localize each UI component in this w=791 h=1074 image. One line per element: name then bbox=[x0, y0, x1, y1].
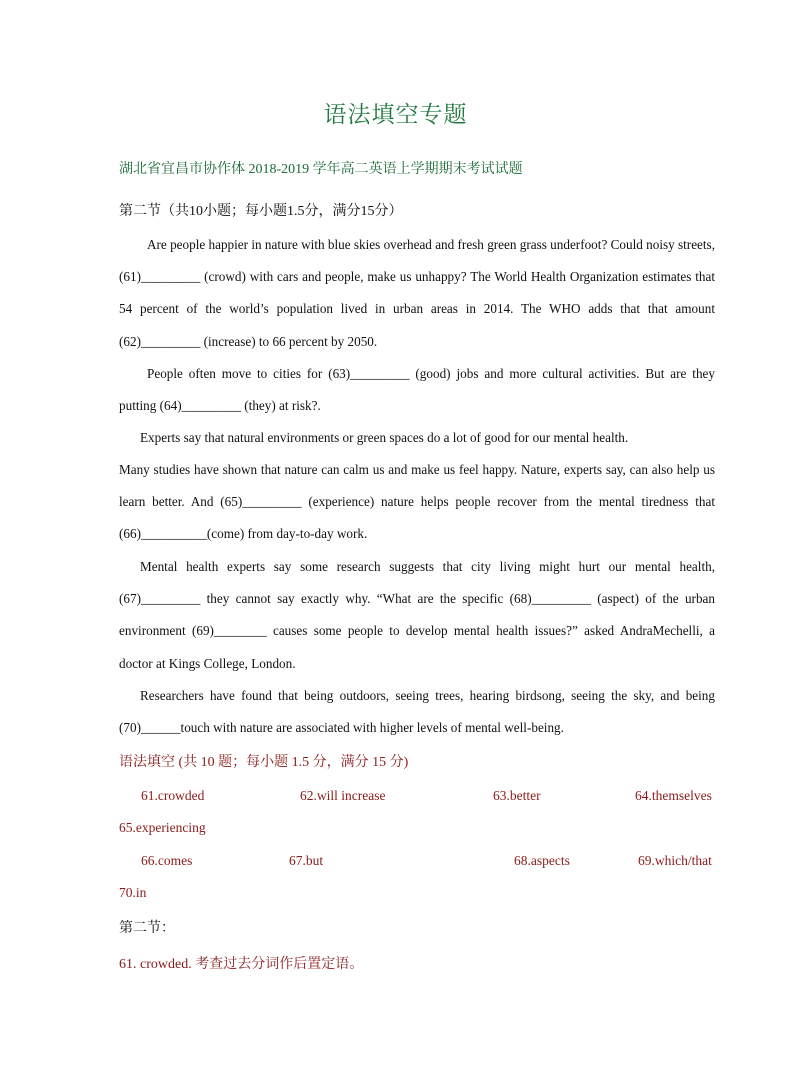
answer-64: 64.themselves bbox=[635, 788, 712, 803]
paragraph-text: Many studies have shown that nature can calm us and make us feel happy. Nature, experts say, can also help us learn better. And (65)_________ (experience) nature helps people recover from the mental tiredness that (66)__________(come) from day-to-day work. bbox=[119, 462, 715, 542]
passage-paragraph-4 bbox=[119, 454, 715, 551]
answer-66: 66.comes bbox=[141, 853, 193, 868]
passage-paragraph-1 bbox=[119, 229, 715, 358]
document-subtitle: 湖北省宜昌市协作体 2018-2019 学年高二英语上学期期末考试试题 bbox=[119, 162, 523, 177]
paragraph-text: Are people happier in nature with blue skies overhead and fresh green grass underfoot? Could noisy streets, (61)_________ (crowd) with cars and people, make us unhappy? The World Health Organization estimates that 54 percent of the world’s population lived in urban areas in 2014. The WHO adds that that amount (62)_________ (increase) to 66 percent by 2050. bbox=[119, 237, 715, 349]
answer-63: 63.better bbox=[493, 788, 541, 803]
passage-paragraph-3 bbox=[119, 422, 715, 454]
passage-paragraph-5 bbox=[119, 551, 715, 680]
answers-heading: 语法填空 (共 10 题；每小题 1.5 分，满分 15 分) bbox=[119, 755, 409, 770]
answer-67: 67.but bbox=[289, 853, 324, 868]
answer-61: 61.crowded bbox=[141, 788, 205, 803]
answer-68: 68.aspects bbox=[514, 853, 570, 868]
answer-70: 70.in bbox=[119, 885, 147, 900]
paragraph-text: People often move to cities for (63)_________ (good) jobs and more cultural activities. But are they putting (64)_________ (they) at risk?. bbox=[119, 366, 715, 414]
section-heading: 第二节（共10小题；每小题1.5分，满分15分） bbox=[119, 204, 403, 219]
paragraph-text: Mental health experts say some research suggests that city living might hurt our mental health, (67)_________ they cannot say exactly why. “What are the specific (68)_________ (aspect) of the urban environment (69)________ causes some people to develop mental health issues?” asked AndraMechelli, a doctor at Kings College, London. bbox=[119, 559, 715, 671]
answer-62: 62.will increase bbox=[300, 788, 386, 803]
explanation-heading: 第二节： bbox=[119, 921, 175, 936]
paragraph-text: Experts say that natural environments or green spaces do a lot of good for our mental health. bbox=[140, 430, 629, 445]
answer-65: 65.experiencing bbox=[119, 820, 206, 835]
page-title: 语法填空专题 bbox=[323, 102, 468, 127]
answer-69: 69.which/that bbox=[638, 853, 712, 868]
passage-paragraph-2 bbox=[119, 358, 715, 422]
passage-paragraph-6 bbox=[119, 680, 715, 744]
paragraph-text: Researchers have found that being outdoors, seeing trees, hearing birdsong, seeing the sky, and being (70)______touch with nature are associated with higher levels of mental well-being. bbox=[119, 688, 715, 736]
explanation-61: 61. crowded. 考查过去分词作后置定语。 bbox=[119, 957, 364, 972]
